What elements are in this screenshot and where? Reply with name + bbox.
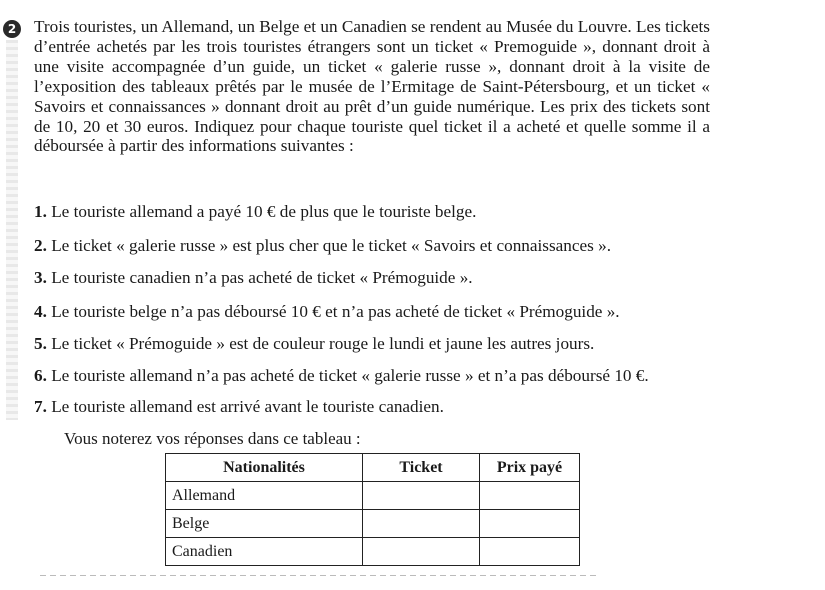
- table-row: [166, 510, 580, 538]
- ticket-answer-cell[interactable]: [363, 538, 480, 566]
- ticket-answer-cell[interactable]: [363, 510, 480, 538]
- clue-item: [34, 302, 620, 322]
- clue-item: [34, 202, 476, 222]
- nationality-cell: Allemand: [166, 482, 363, 510]
- clue-text: Le touriste allemand n’a pas acheté de ticket « galerie russe » et n’a pas déboursé 10 €.: [51, 366, 649, 385]
- scan-margin-artifact: [6, 40, 18, 420]
- clue-number: 5.: [34, 334, 47, 353]
- price-answer-cell[interactable]: [480, 482, 580, 510]
- ticket-answer-cell[interactable]: [363, 482, 480, 510]
- clue-number: 2.: [34, 236, 47, 255]
- clue-number: 6.: [34, 366, 47, 385]
- nationality-cell: Belge: [166, 510, 363, 538]
- exercise-intro: Trois touristes, un Allemand, un Belge et un Canadien se rendent au Musée du Louvre. Les tickets d’entrée achetés par les trois touristes étrangers sont un ticket « Premoguide », donnant droit à une visite accompagnée d’un guide, un ticket « galerie russe », donnant droit à la visite de l’exposition des tableaux prêtés par le musée de l’Ermitage de Saint-Pétersbourg, et un ticket « Savoirs et connaissances » donnant droit au prêt d’un guide numérique. Les prix des tickets sont de 10, 20 et 30 euros. Indiquez pour chaque touriste quel ticket il a acheté et quelle somme il a déboursée à partir des informations suivantes :: [34, 17, 710, 156]
- table-row: [166, 538, 580, 566]
- table-header-row: [166, 454, 580, 482]
- clue-text: Le ticket « Prémoguide » est de couleur rouge le lundi et jaune les autres jours.: [51, 334, 595, 353]
- answer-table: [165, 453, 580, 566]
- scan-bottom-artifact: [40, 575, 600, 576]
- clue-item: [34, 334, 594, 354]
- column-header: Prix payé: [480, 454, 580, 482]
- table-row: [166, 482, 580, 510]
- clue-item: [34, 397, 444, 417]
- clue-number: 3.: [34, 268, 47, 287]
- clue-text: Le ticket « galerie russe » est plus cher que le ticket « Savoirs et connaissances ».: [51, 236, 612, 255]
- nationality-cell: Canadien: [166, 538, 363, 566]
- table-instruction: Vous noterez vos réponses dans ce tableau :: [64, 429, 361, 448]
- clue-number: 4.: [34, 302, 47, 321]
- price-answer-cell[interactable]: [480, 538, 580, 566]
- clue-number: 7.: [34, 397, 47, 416]
- clue-text: Le touriste allemand est arrivé avant le touriste canadien.: [51, 397, 444, 416]
- column-header: Ticket: [363, 454, 480, 482]
- column-header: Nationalités: [166, 454, 363, 482]
- clue-text: Le touriste allemand a payé 10 € de plus que le touriste belge.: [51, 202, 477, 221]
- clue-text: Le touriste belge n’a pas déboursé 10 € et n’a pas acheté de ticket « Prémoguide ».: [51, 302, 620, 321]
- clue-item: [34, 366, 649, 386]
- clue-text: Le touriste canadien n’a pas acheté de ticket « Prémoguide ».: [51, 268, 473, 287]
- clue-item: [34, 268, 473, 288]
- price-answer-cell[interactable]: [480, 510, 580, 538]
- clue-item: [34, 236, 611, 256]
- clue-number: 1.: [34, 202, 47, 221]
- exercise-number-badge: 2: [3, 20, 21, 38]
